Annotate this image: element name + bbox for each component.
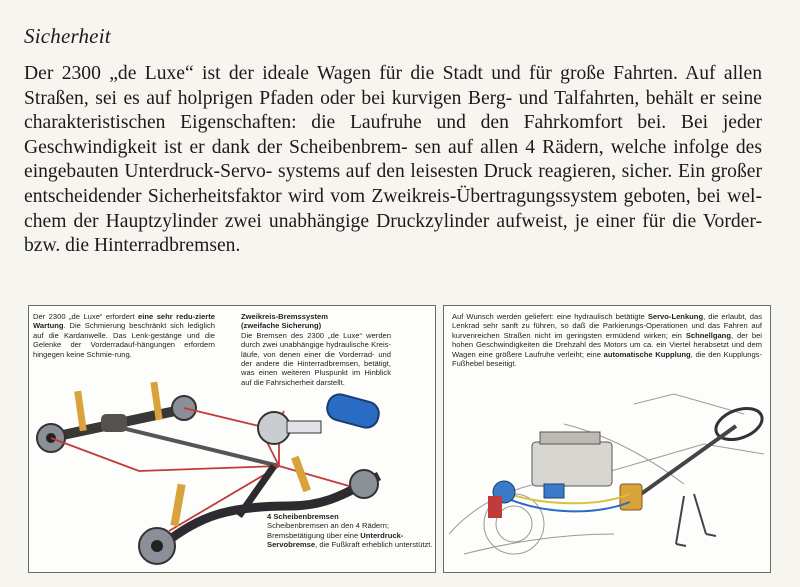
- caption-text: , die Fußkraft erheblich unterstützt.: [315, 540, 433, 550]
- caption-text: Die Bremsen des 2300 „de Luxe“ werden durch zwei unabhängige hydraulische Kreis-läufe, von denen einer die Vorderrad- und der andere die Hinterradbremsen, betätigt, was einen weiteren Pluspunkt im Hinblick auf die Fahrsicherheit darstellt.: [241, 330, 391, 387]
- front-subframe: [139, 456, 379, 564]
- pedals: [676, 494, 716, 546]
- caption-text: Scheibenbremsen an den 4 Rädern; Bremsbetätigung über eine: [267, 521, 390, 540]
- servo-unit: [258, 392, 381, 444]
- chassis-brake-diagram: [29, 366, 435, 572]
- body-line: für die Vorder- bzw. die Hinterradbremsen.: [24, 210, 762, 257]
- body-paragraph: [24, 62, 762, 259]
- caption-bold: Schnellgang: [685, 330, 731, 340]
- options-panel: [443, 305, 771, 573]
- body-line: den Fahrkomfort bei. Bei jeder Geschwindigkeit ist er dank der Scheibenbrem-: [24, 112, 762, 158]
- caption-title: Zweikreis-Bremssystem: [241, 312, 328, 321]
- drive-shaft: [114, 426, 279, 466]
- caption-title: 4 Scheibenbremsen: [267, 512, 339, 521]
- caption-bold: automatische Kupplung: [603, 349, 691, 359]
- caption-text: , der bei hohen Geschwindigkeiten die Drehzahl des Motors um ca. ein Viertel herabsetzt und dem Wagen eine größere Laufruhe verleiht; eine: [452, 330, 762, 359]
- caption-text: , die den Kupplungs-Fußhebel beseitigt.: [452, 349, 762, 369]
- body-line: Der 2300 „de Luxe“ ist der ideale Wagen für die Stadt und für große Fahrten.: [24, 63, 678, 84]
- body-line: Sicherheitsfaktor wird vom Zweikreis-Übertragungssystem geboten, bei wel-: [147, 185, 762, 207]
- body-line: chem der Hauptzylinder zwei unabhängige Druckzylinder aufweist, je einer: [24, 210, 636, 232]
- caption-text: . Die Schmierung beschränkt sich lediglich auf die Kardanwelle. Das Lenk-gestänge und die Gelenke der Vorderradauf-hängungen erfordern hingegen keine Schmie-rung.: [33, 321, 215, 359]
- maintenance-caption: [33, 312, 215, 359]
- caption-bold: Servo-Lenkung: [647, 312, 704, 321]
- caption-text: Auf Wunsch werden geliefert: eine hydraulisch betätigte: [452, 312, 648, 321]
- body-line: Auf allen Straßen, sei es auf holprigen Pfaden oder bei kurvigen Berg- und: [24, 63, 762, 109]
- engine-block: [532, 432, 612, 486]
- body-line: sen auf allen 4 Rädern, welche infolge des eingebauten Unterdruck-Servo-: [24, 136, 762, 183]
- caption-subtitle: (zweifache Sicherung): [241, 321, 322, 331]
- steering-servo-diagram: [444, 384, 770, 572]
- caption-text: , die erlaubt, das Lenkrad sehr sanft zu führen, so daß die Parkierungs-Operationen und das Fahren auf kurvenreichen Straßen nicht im geringsten ermüdend wirken; ein: [452, 312, 762, 340]
- page-heading: Sicherheit: [24, 24, 111, 48]
- caption-text: Der 2300 „de Luxe“ erfordert: [33, 312, 139, 321]
- caption-bold: Unterdruck-Servobremse: [267, 530, 404, 550]
- options-caption: [452, 312, 762, 368]
- body-line: systems auf den leisesten Druck reagieren, sicher. Ein großer entscheidender: [24, 161, 762, 207]
- caption-bold: eine sehr redu-zierte Wartung: [33, 312, 215, 331]
- brake-system-panel: [28, 305, 436, 573]
- body-line: Talfahrten, behält er seine charakteristischen Eigenschaften: die Laufruhe und: [24, 87, 762, 134]
